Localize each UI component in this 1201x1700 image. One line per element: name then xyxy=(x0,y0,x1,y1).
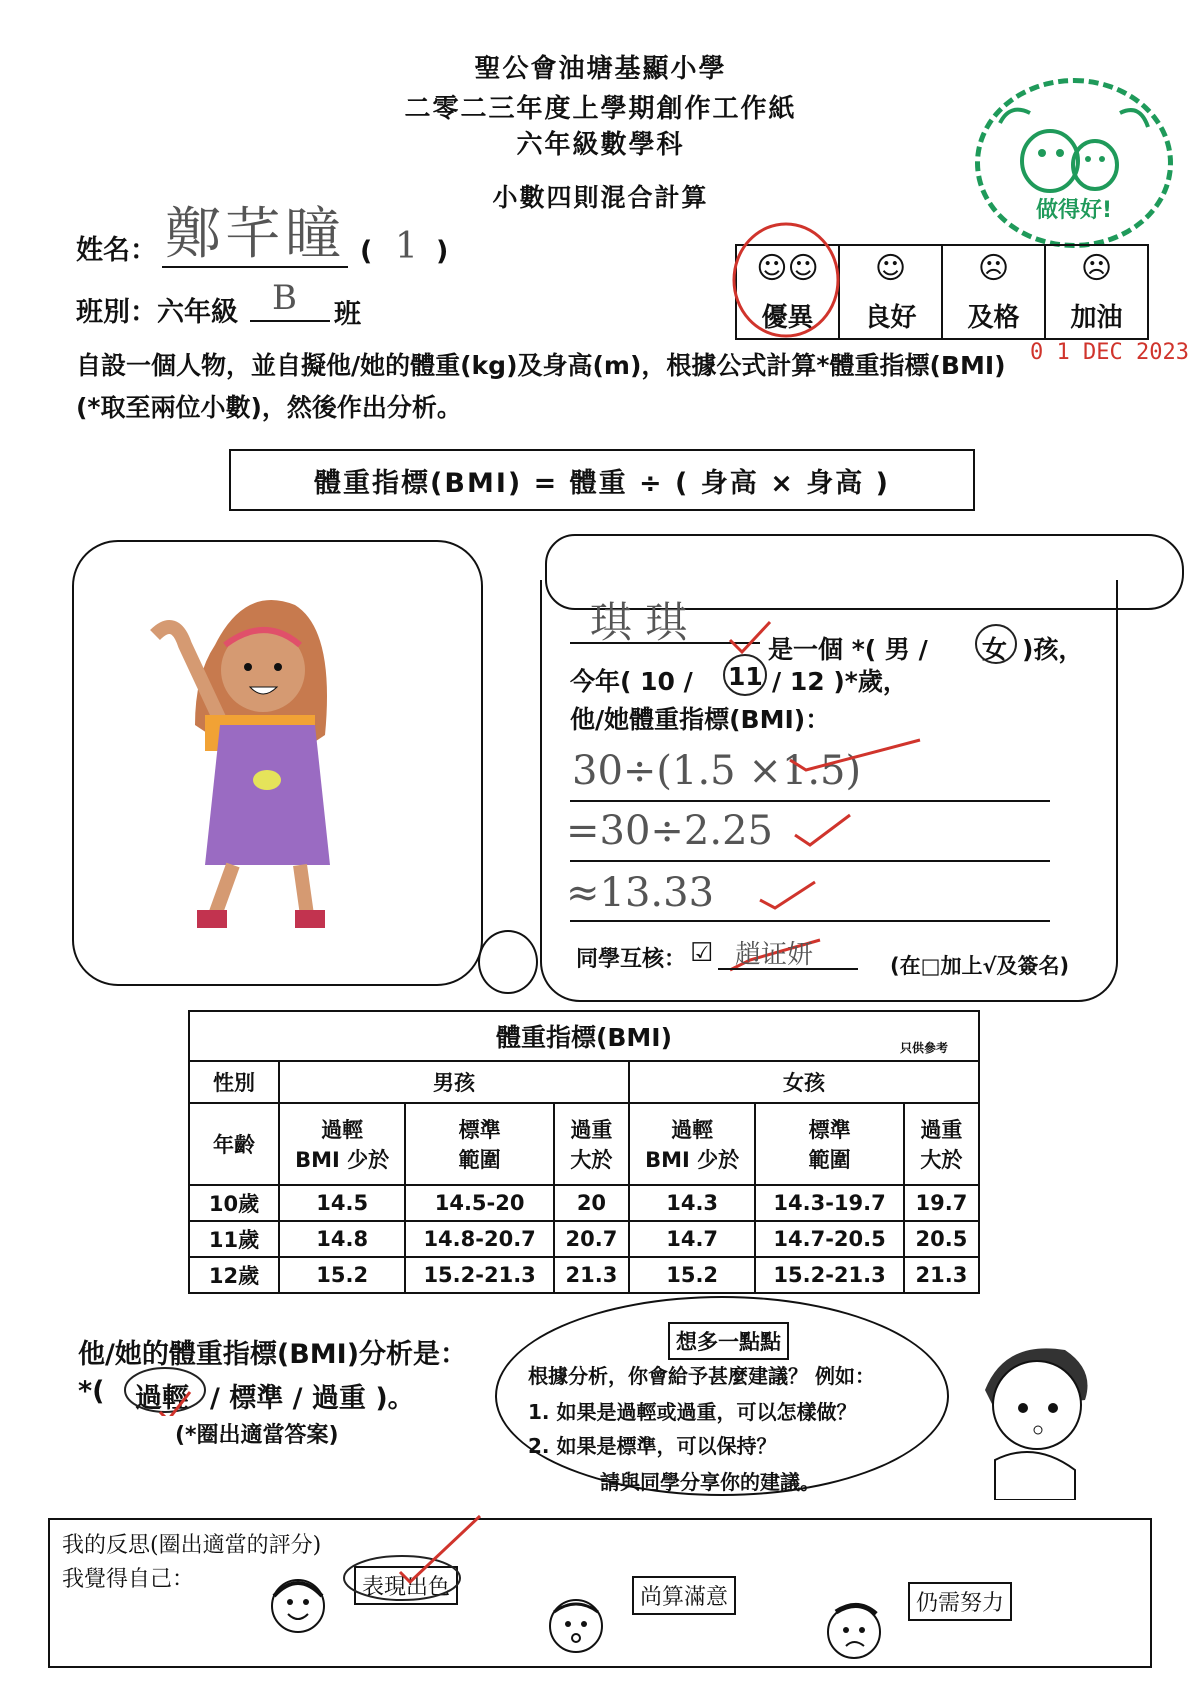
rating-try-harder[interactable] xyxy=(1046,246,1147,338)
class-suffix: 班 xyxy=(334,299,361,330)
bmi-formula-box xyxy=(229,449,975,511)
analysis-circle xyxy=(120,1364,210,1416)
class-value: B xyxy=(272,278,297,318)
peer-signature: 趙证妍 xyxy=(735,940,814,970)
smile-icon: ☺ xyxy=(874,251,907,286)
number-close: ) xyxy=(436,236,449,267)
age-choice: 11 xyxy=(728,662,763,691)
table-row: 12歲 15.2 15.2-21.3 21.3 15.2 15.2-21.3 21.3 xyxy=(189,1257,979,1293)
analysis-label: 他/她的體重指標(BMI)分析是： xyxy=(78,1339,468,1370)
age-header: 年齡 xyxy=(189,1103,279,1185)
rating-label: 加油 xyxy=(1070,303,1123,333)
table-title: 體重指標(BMI) xyxy=(495,1023,673,1052)
name-label: 姓名： xyxy=(76,235,157,266)
think-more-item-2: 2. 如果是標準，可以保持？ xyxy=(528,1434,777,1458)
date-stamp: 0 1 DEC 2023 xyxy=(1030,340,1189,365)
topic-title: 小數四則混合計算 xyxy=(492,183,709,212)
instruction-line-2: (*取至兩位小數)，然後作出分析。 xyxy=(76,393,462,422)
bmi-reference-table xyxy=(188,1010,980,1294)
calc-line-3: ≈13.33 xyxy=(566,870,715,916)
analysis-options: / 標準 / 過重 )。 xyxy=(210,1383,415,1414)
subheader-cell: 過輕 BMI 少於 xyxy=(629,1103,755,1185)
red-circle-mark xyxy=(728,220,846,344)
age-prefix: 今年( 10 / xyxy=(570,667,693,696)
think-more-item-3: 請與同學分享你的建議。 xyxy=(600,1470,820,1494)
gender-header: 性別 xyxy=(189,1061,279,1103)
try-harder-child-icon xyxy=(818,1594,890,1666)
analysis-prefix: *( xyxy=(78,1376,105,1407)
subheader-cell: 標準 範圍 xyxy=(755,1103,904,1185)
reflection-self: 我覺得自己： xyxy=(62,1567,195,1592)
red-check-marks xyxy=(720,600,980,980)
scroll-bottom-roll xyxy=(478,930,538,994)
analysis-choice: 過輕 xyxy=(135,1383,189,1414)
bmi-formula: 體重指標(BMI) = 體重 ÷ ( 身高 × 身高 ) xyxy=(314,467,890,499)
table-note: 只供參考 xyxy=(899,1041,948,1055)
peer-checkbox[interactable]: ☑ xyxy=(690,938,714,968)
character-name: 琪 琪 xyxy=(590,598,688,647)
sad-face-icon: ☹ xyxy=(1080,251,1113,286)
calc-line-2: =30÷2.25 xyxy=(566,808,773,854)
rating-good[interactable] xyxy=(840,246,943,338)
think-more-question: 根據分析，你會給予甚麼建議？ 例如： xyxy=(528,1364,875,1388)
table-row: 11歲 14.8 14.8-20.7 20.7 14.7 14.7-20.5 20.5 xyxy=(189,1221,979,1257)
stamp-text: 做得好! xyxy=(1035,198,1113,223)
praise-stamp xyxy=(975,78,1173,248)
student-name: 鄭芊瞳 xyxy=(165,202,345,267)
peer-check-label: 同學互核： xyxy=(576,947,687,972)
think-more-item-1: 1. 如果是過輕或過重，可以怎樣做？ xyxy=(528,1400,857,1424)
reflection-option-try-harder[interactable]: 仍需努力 xyxy=(908,1582,1012,1621)
double-smile-icon: ☺☺ xyxy=(756,251,819,286)
table-row: 10歲 14.5 14.5-20 20 14.3 14.3-19.7 19.7 xyxy=(189,1185,979,1221)
rating-pass[interactable] xyxy=(943,246,1046,338)
age-suffix: / 12 )*歲， xyxy=(772,667,908,696)
class-label: 班別：六年級 xyxy=(76,297,238,328)
subheader-cell: 標準 範圍 xyxy=(405,1103,554,1185)
subheader-cell: 過輕 BMI 少於 xyxy=(279,1103,405,1185)
reflection-option-satisfied[interactable]: 尚算滿意 xyxy=(632,1576,736,1615)
analysis-hint: (*圈出適當答案) xyxy=(175,1423,339,1448)
reflection-circle-mark xyxy=(340,1512,490,1602)
subject-title: 六年級數學科 xyxy=(516,130,685,160)
reflection-option-excellent[interactable]: 表現出色 xyxy=(354,1566,458,1605)
reflection-title: 我的反思(圈出適當的評分) xyxy=(62,1533,322,1558)
totoro-stamp-icon xyxy=(980,83,1168,203)
gender-prefix: 是一個 *( 男 / xyxy=(768,635,928,664)
girls-header: 女孩 xyxy=(629,1061,979,1103)
rating-label: 良好 xyxy=(864,303,917,333)
rating-label: 優異 xyxy=(761,303,814,333)
subheader-cell: 過重 大於 xyxy=(904,1103,979,1185)
subheader-cell: 過重 大於 xyxy=(554,1103,629,1185)
calc-line-1: 30÷(1.5 ×1.5) xyxy=(572,748,862,794)
boys-header: 男孩 xyxy=(279,1061,629,1103)
number-open: ( xyxy=(360,236,373,267)
term-title: 二零二三年度上學期創作工作紙 xyxy=(404,94,797,124)
thinking-boy-drawing xyxy=(975,1330,1095,1500)
girl-drawing xyxy=(135,575,405,945)
gender-suffix: )孩， xyxy=(1022,635,1084,664)
peer-note: (在□加上√及簽名) xyxy=(890,954,1070,978)
school-name: 聖公會油塘基顯小學 xyxy=(474,54,727,84)
student-number: 1 xyxy=(395,226,418,267)
happy-child-icon xyxy=(262,1570,334,1642)
satisfied-child-icon xyxy=(540,1590,612,1662)
rating-label: 及格 xyxy=(967,303,1020,333)
instruction-line-1: 自設一個人物，並自擬他/她的體重(kg)及身高(m)，根據公式計算*體重指標(BMI) xyxy=(76,351,1006,380)
bmi-label: 他/她體重指標(BMI)： xyxy=(570,705,831,734)
gender-choice: 女 xyxy=(982,635,1008,664)
think-more-title: 想多一點點 xyxy=(668,1322,789,1360)
neutral-face-icon: ☹ xyxy=(977,251,1010,286)
